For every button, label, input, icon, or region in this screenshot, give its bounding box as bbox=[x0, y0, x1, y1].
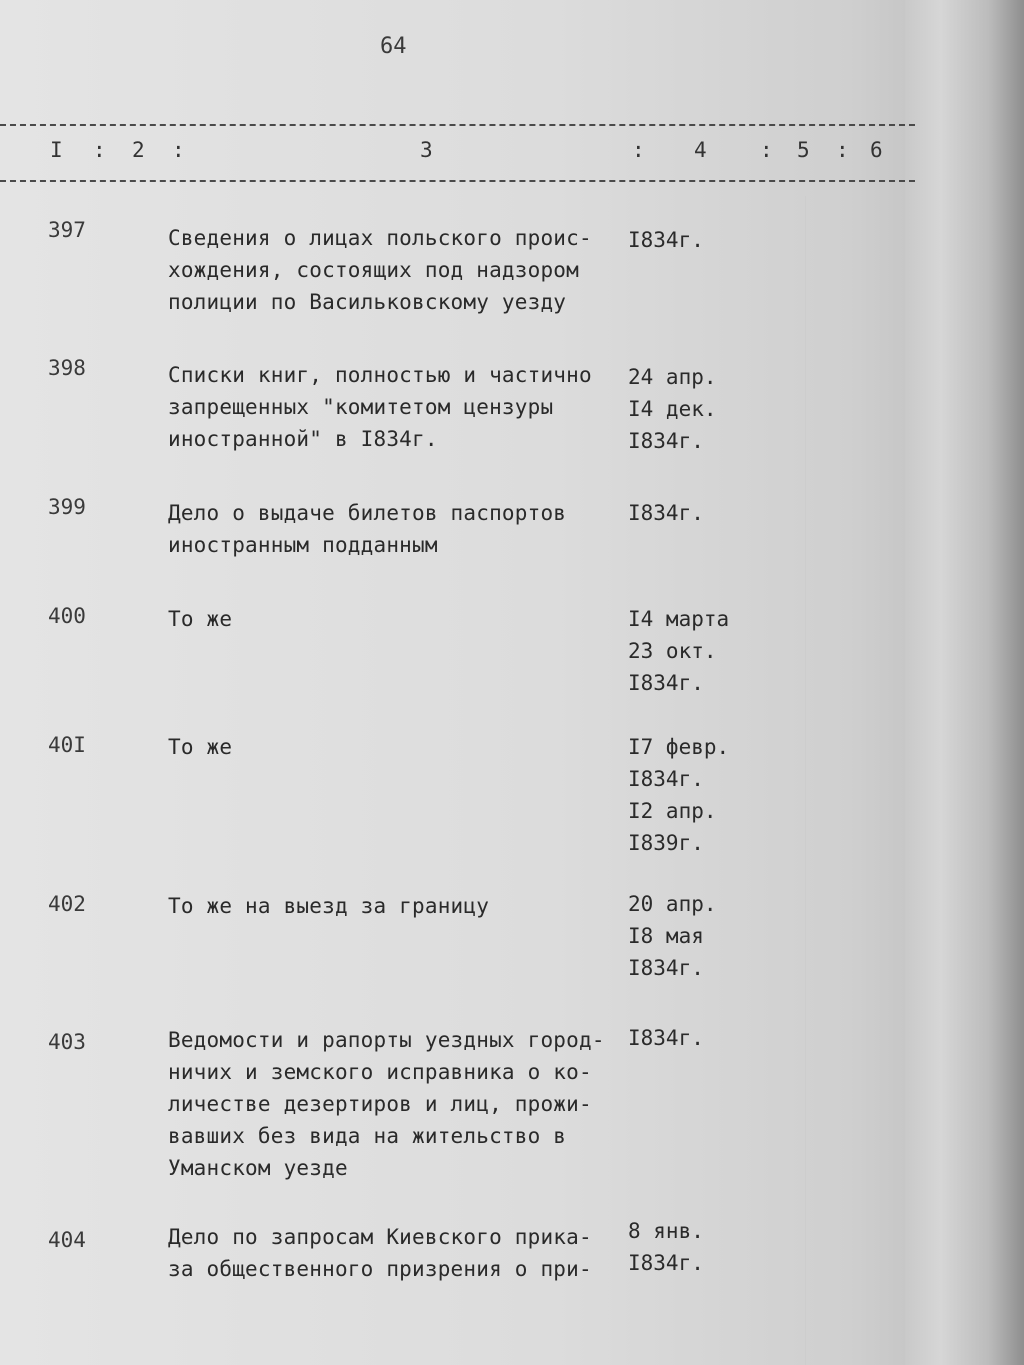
entry-description bbox=[168, 731, 623, 763]
entry-date bbox=[628, 888, 758, 984]
header-rule-bottom bbox=[0, 180, 915, 182]
entry-number: 399 bbox=[48, 495, 86, 519]
entry-number: 397 bbox=[48, 218, 86, 242]
column-header-5: 5 bbox=[797, 138, 810, 162]
column-header-6: 6 bbox=[870, 138, 883, 162]
column-header-1: I bbox=[50, 138, 63, 162]
date-line: I834г. bbox=[628, 956, 704, 980]
date-line: I834г. bbox=[628, 767, 704, 791]
date-line: 20 апр. bbox=[628, 892, 717, 916]
date-line: 24 апр. bbox=[628, 365, 717, 389]
text-line: запрещенных "комитетом цензуры bbox=[168, 395, 554, 419]
entry-number: 400 bbox=[48, 604, 86, 628]
entry-date bbox=[628, 603, 758, 699]
text-line: То же bbox=[168, 607, 233, 631]
text-line: иностранной" в I834г. bbox=[168, 427, 438, 451]
date-line: 23 окт. bbox=[628, 639, 717, 663]
text-line: То же bbox=[168, 735, 233, 759]
column-header-2: 2 bbox=[132, 138, 145, 162]
date-line: I7 февр. bbox=[628, 735, 730, 759]
column-header-4: 4 bbox=[694, 138, 707, 162]
text-line: ничих и земского исправника о ко- bbox=[168, 1060, 592, 1084]
date-line: I4 марта bbox=[628, 607, 730, 631]
text-line: Дело о выдаче билетов паспортов bbox=[168, 501, 567, 525]
page-number: 64 bbox=[380, 34, 407, 59]
text-line: за общественного призрения о при- bbox=[168, 1257, 592, 1281]
column-separator: : bbox=[836, 138, 849, 162]
entry-date bbox=[628, 1215, 758, 1279]
entry-number: 404 bbox=[48, 1228, 86, 1252]
entry-description bbox=[168, 497, 623, 561]
text-line: личестве дезертиров и лиц, прожи- bbox=[168, 1092, 592, 1116]
page-edge bbox=[905, 0, 1024, 1365]
entry-description bbox=[168, 222, 623, 318]
text-line: То же на выезд за границу bbox=[168, 894, 490, 918]
entry-description bbox=[168, 1024, 623, 1184]
entry-description bbox=[168, 1221, 623, 1285]
header-rule-top bbox=[0, 124, 915, 126]
date-line: I8 мая bbox=[628, 924, 704, 948]
entry-date bbox=[628, 361, 758, 457]
date-line: I2 апр. bbox=[628, 799, 717, 823]
text-line: Дело по запросам Киевского прика- bbox=[168, 1225, 592, 1249]
text-line: полиции по Васильковскому уезду bbox=[168, 290, 567, 314]
text-line: Сведения о лицах польского проис- bbox=[168, 226, 592, 250]
column-divider bbox=[805, 196, 806, 1365]
date-line: I834г. bbox=[628, 501, 704, 525]
text-line: иностранным подданным bbox=[168, 533, 438, 557]
entry-number: 402 bbox=[48, 892, 86, 916]
column-separator: : bbox=[632, 138, 645, 162]
entry-date bbox=[628, 731, 758, 859]
entry-number: 403 bbox=[48, 1030, 86, 1054]
column-separator: : bbox=[93, 138, 106, 162]
entry-number: 40I bbox=[48, 733, 86, 757]
date-line: I4 дек. bbox=[628, 397, 717, 421]
date-line: I834г. bbox=[628, 429, 704, 453]
date-line: I834г. bbox=[628, 228, 704, 252]
entry-date bbox=[628, 224, 758, 256]
entry-number: 398 bbox=[48, 356, 86, 380]
text-line: хождения, состоящих под надзором bbox=[168, 258, 579, 282]
date-line: I834г. bbox=[628, 1251, 704, 1275]
column-separator: : bbox=[760, 138, 773, 162]
column-header-3: 3 bbox=[420, 138, 433, 162]
entry-description bbox=[168, 890, 623, 922]
text-line: Ведомости и рапорты уездных город- bbox=[168, 1028, 605, 1052]
entry-description bbox=[168, 359, 623, 455]
date-line: I834г. bbox=[628, 1026, 704, 1050]
text-line: Списки книг, полностью и частично bbox=[168, 363, 592, 387]
date-line: 8 янв. bbox=[628, 1219, 704, 1243]
text-line: вавших без вида на жительство в bbox=[168, 1124, 567, 1148]
entry-date bbox=[628, 1022, 758, 1054]
column-separator: : bbox=[172, 138, 185, 162]
text-line: Уманском уезде bbox=[168, 1156, 348, 1180]
entry-date bbox=[628, 497, 758, 529]
date-line: I834г. bbox=[628, 671, 704, 695]
date-line: I839г. bbox=[628, 831, 704, 855]
entry-description bbox=[168, 603, 623, 635]
